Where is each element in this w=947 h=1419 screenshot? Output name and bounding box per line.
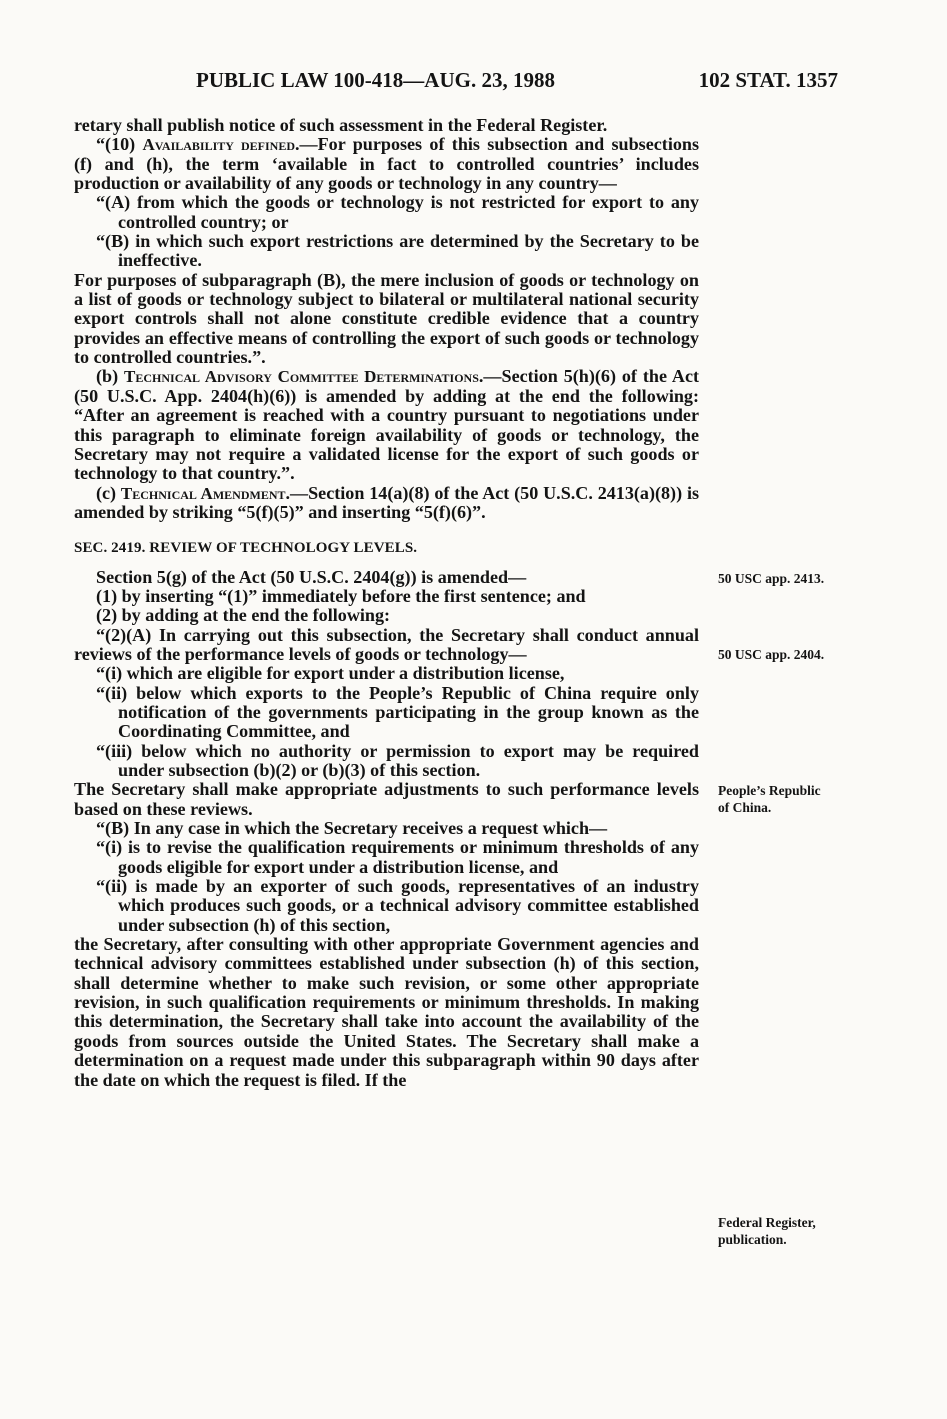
heading-technical-amendment: Technical Amendment xyxy=(120,483,286,503)
body-text xyxy=(74,116,699,1090)
paragraph-secretary-determination: the Secretary, after consulting with other appropriate Government agencies and technical advisory committees established under subsection (h) of this section, shall determine whether to make such revision, or some other appropriate revision, in such qualification requirements or minimum thresholds. In making this determination, the Secretary shall take into account the availability of the goods from sources outside the United States. The Secretary shall make a determination on a request made under this subparagraph within 90 days after the date on which the request is filed. If the xyxy=(74,934,699,1090)
item-1: (1) by inserting “(1)” immediately before the first sentence; and xyxy=(96,585,586,606)
clause-b-i: “(i) is to revise the qualification requirements or minimum thresholds of any goods eligible for export under a distribution license, and xyxy=(96,837,699,877)
clause-i: “(i) which are eligible for export under a distribution license, xyxy=(96,663,565,684)
paragraph-10-availability: “(10) Availability defined.—For purposes of this subsection and subsections (f) and (h), the term ‘available in fact to controlled countries’ includes production or availability of any goods or technology in any country— xyxy=(74,134,699,194)
clause-iii: “(iii) below which no authority or permission to export may be required under subsection (b)(2) or (b)(3) of this section. xyxy=(96,740,699,780)
clause-b-ii: “(ii) is made by an exporter of such goods, representatives of an industry which produces such goods, or a technical advisory committee established under subsection (h) of this section, xyxy=(96,876,699,935)
page-header xyxy=(196,68,838,98)
paragraph-section-5g: Section 5(g) of the Act (50 U.S.C. 2404(g)) is amended— xyxy=(96,566,527,587)
paragraph-continuation: retary shall publish notice of such assessment in the Federal Register. xyxy=(74,115,608,135)
paragraph-2b: “(B) In any case in which the Secretary receives a request which— xyxy=(96,818,608,839)
subparagraph-b: “(B) in which such export restrictions are determined by the Secretary to be ineffective. xyxy=(96,231,699,271)
heading-availability-defined: Availability defined xyxy=(142,135,295,155)
header-stat-page: 102 STAT. 1357 xyxy=(698,68,838,92)
paragraph-2a: “(2)(A) In carrying out this subsection, the Secretary shall conduct annual reviews of the performance levels of goods or technology— xyxy=(74,624,699,664)
paragraph-b-technical-advisory: (b) Technical Advisory Committee Determinations.—Section 5(h)(6) of the Act (50 U.S.C. App. 2404(h)(6)) is amended by adding at the end the following: “After an agreement is reached with a country pursuant to negotiations under this paragraph to eliminate foreign availability of goods or technology, the Secretary may not require a validated license for the export of such goods or technology to that country.”. xyxy=(74,366,700,484)
paragraph-purposes: For purposes of subparagraph (B), the mere inclusion of goods or technology on a list of goods or technology subject to bilateral or multilateral national security export controls shall not alone constitute credible evidence that a country provides an effective means of controlling the export of such goods or technology to controlled countries.”. xyxy=(74,269,699,368)
paragraph-c-technical-amendment: (c) Technical Amendment.—Section 14(a)(8) of the Act (50 U.S.C. 2413(a)(8)) is amended by striking “5(f)(5)” and inserting “5(f)(6)”. xyxy=(74,482,700,522)
subparagraph-a: “(A) from which the goods or technology is not restricted for export to any controlled country; or xyxy=(96,192,699,232)
header-law-citation: PUBLIC LAW 100-418—AUG. 23, 1988 xyxy=(196,68,555,92)
section-heading-2419: SEC. 2419. REVIEW OF TECHNOLOGY LEVELS. xyxy=(74,540,418,557)
paragraph-adjustments: The Secretary shall make appropriate adjustments to such performance levels based on these reviews. xyxy=(74,779,699,819)
item-2: (2) by adding at the end the following: xyxy=(96,605,391,626)
margin-note-federal-register: Federal Register, publication. xyxy=(718,1215,816,1247)
margin-note-2413: 50 USC app. 2413. xyxy=(718,571,825,586)
margin-note-china: People’s Republic of China. xyxy=(718,783,821,815)
margin-note-2404: 50 USC app. 2404. xyxy=(718,647,825,662)
heading-technical-advisory: Technical Advisory Committee Determinations xyxy=(124,367,479,387)
clause-ii: “(ii) below which exports to the People’s Republic of China require only notification of the governments participating in the group known as the Coordinating Committee, and xyxy=(96,682,699,742)
